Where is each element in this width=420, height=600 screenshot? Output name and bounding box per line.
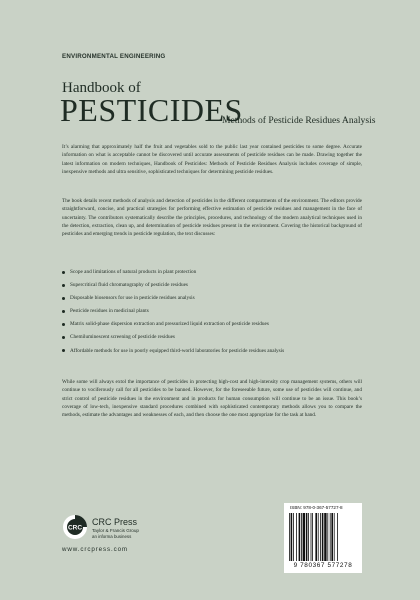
description-paragraph-1: It’s alarming that approximately half the fruit and vegetables sold to the public last year contained pesticides to some degree. Accurate information on what is acceptable cannot be discovered until accurate assessments of pesticide residues can be made. Drawing together the latest information on modern techniques, Handbook of Pesticides: Methods of Pesticide Residues Analysis includes coverage of simple, inexpensive methods and ultra sensitive, sophisticated techniques for determining pesticide residues. xyxy=(62,144,362,175)
list-item: Supercritical fluid chromatography of pesticide residues xyxy=(62,281,362,294)
barcode-bar xyxy=(330,513,331,561)
crc-logo-icon xyxy=(62,514,88,540)
topics-list xyxy=(62,268,362,360)
list-item: Scope and limitations of natural products in plant protection xyxy=(62,268,362,281)
barcode-bar xyxy=(289,513,290,561)
barcode-bar xyxy=(322,513,324,561)
category-label: ENVIRONMENTAL ENGINEERING xyxy=(62,53,166,60)
list-item: Chemiluminescent screening of pesticide residues xyxy=(62,333,362,346)
list-item: Affordable methods for use in poorly equipped third-world laboratories for pesticide residues analysis xyxy=(62,347,362,360)
publisher-group: Taylor & Francis Group xyxy=(92,528,139,533)
barcode-bar xyxy=(327,513,328,561)
list-item: Disposable biosensors for use in pesticide residues analysis xyxy=(62,294,362,307)
publisher-block xyxy=(62,514,182,574)
barcode-bar xyxy=(334,513,335,561)
barcode-bar xyxy=(312,513,313,561)
barcode-bar xyxy=(337,513,338,561)
barcode-bar xyxy=(315,513,317,561)
list-item: Pesticide residues in medicinal plants xyxy=(62,307,362,320)
crc-logo-text: CRC xyxy=(67,524,83,532)
barcode-bar xyxy=(324,513,326,561)
barcode-bar xyxy=(296,513,297,561)
isbn-barcode xyxy=(284,503,362,573)
barcode-bar xyxy=(291,513,293,561)
barcode-bar xyxy=(293,513,294,561)
description-paragraph-3: While some will always extol the importance of pesticides in protecting high-cost and high-intensity crop management systems, others will continue to vociferously call for all pesticides to be banned. However, for the foreseeable future, some use of pesticides will continue, and strict control of pesticide residues in the environment and in products for human consumption will continue to be an issue. This book’s coverage of low-tech, inexpensive standard procedures combined with sophisticated contemporary methods allows you to compare the methods, estimate the advantages and weaknesses of each, and then choose the one most appropriate for the task at hand. xyxy=(62,379,362,419)
title-prefix: Handbook of xyxy=(62,80,141,96)
barcode-bar xyxy=(301,513,302,561)
barcode-bar xyxy=(311,513,312,561)
barcode-bar xyxy=(318,513,319,561)
publisher-brand: an informa business xyxy=(92,534,132,539)
barcode-bar xyxy=(303,513,305,561)
publisher-name: CRC Press xyxy=(92,517,138,527)
barcode-bar xyxy=(331,513,333,561)
barcode-icon xyxy=(288,513,358,561)
barcode-bar xyxy=(306,513,308,561)
barcode-bar xyxy=(320,513,321,561)
list-item: Matrix solid-phase dispersion extraction and pressurized liquid extraction of pesticide residues xyxy=(62,320,362,333)
book-subtitle: Methods of Pesticide Residues Analysis xyxy=(222,115,376,126)
description-paragraph-2: The book details recent methods of analysis and detection of pesticides in the different compartments of the environment. The editors provide straightforward, concise, and practical strategies for performing effective estimation of pesticide residues and management in the face of uncertainty. The contributors systematically describe the principles, procedures, and technology of the modern analytical techniques used in the detection, extraction, clean up, and determination of pesticide residues present in the environment. Covering the historical background of pesticides and emerging trends in pesticide regulation, the text discusses: xyxy=(62,198,362,238)
barcode-bar xyxy=(308,513,309,561)
isbn-number: ISBN: 978-0-367-57727-8 xyxy=(290,505,343,510)
barcode-digits: 9 780367 577278 xyxy=(293,562,353,569)
publisher-url: www.crcpress.com xyxy=(62,546,128,553)
book-title: PESTICIDES xyxy=(60,92,243,128)
barcode-bar xyxy=(299,513,301,561)
